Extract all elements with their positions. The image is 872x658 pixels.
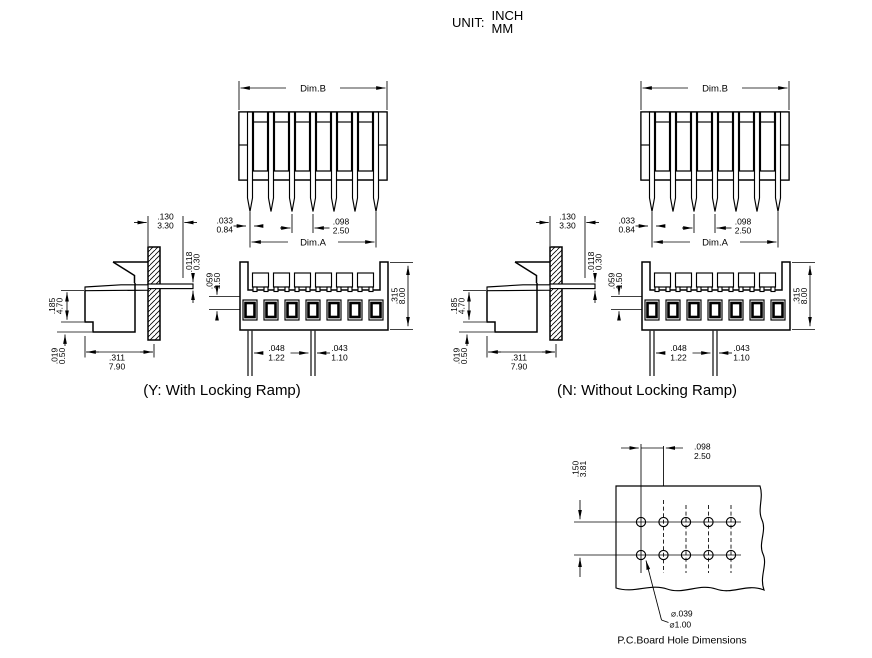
unit-mm: MM [491, 21, 514, 36]
pcb-hole-dia-inch: ⌀.039 [671, 608, 693, 619]
unit-label: UNIT: [452, 14, 485, 30]
connector-view-with-ramp [47, 81, 413, 376]
pcb-caption: P.C.Board Hole Dimensions [617, 634, 747, 647]
connector-view-without-ramp [449, 81, 815, 376]
pcb-row-mm: 3.81 [578, 460, 588, 478]
caption-without-ramp: (N: Without Locking Ramp) [556, 382, 738, 399]
pcb-row-inch: .150 [570, 460, 581, 478]
pcb-hole-diagram [571, 442, 765, 647]
pcb-pitch-inch: .098 [694, 441, 711, 452]
unit-inch: INCH [491, 8, 524, 23]
pcb-pitch-mm: 2.50 [694, 451, 711, 461]
pcb-hole-dia-mm: ⌀1.00 [669, 619, 692, 630]
caption-with-ramp: (Y: With Locking Ramp) [143, 382, 301, 399]
pcb-outline [616, 486, 765, 591]
